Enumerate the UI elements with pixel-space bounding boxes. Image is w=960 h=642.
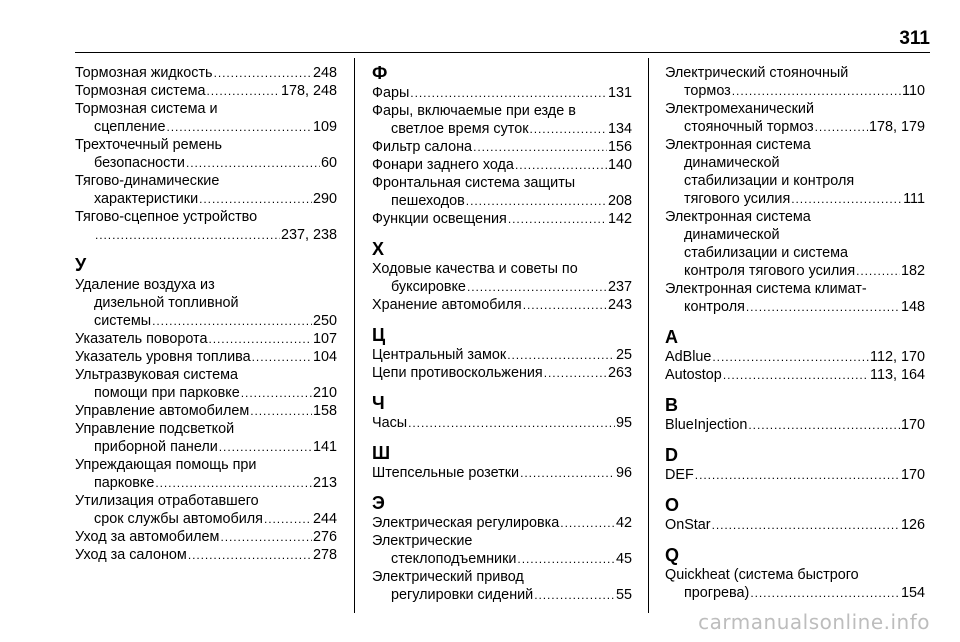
index-section-letter: Ч	[372, 393, 385, 413]
dot-leader	[856, 262, 900, 280]
page-reference[interactable]: 25	[615, 347, 632, 363]
page-reference[interactable]: 178, 179	[868, 119, 925, 135]
index-entry-text: Электронная система	[665, 137, 811, 153]
index-entry-text: Ходовые качества и советы по	[372, 261, 578, 277]
index-entry	[665, 64, 925, 100]
index-entry	[75, 492, 337, 528]
index-entry-text: Ультразвуковая система	[75, 367, 239, 383]
dot-leader	[241, 384, 312, 402]
index-entry-text: AdBlue	[665, 349, 712, 365]
page-reference[interactable]: 154	[900, 585, 925, 601]
index-entry-text: помощи при парковке	[94, 385, 240, 401]
index-entry	[372, 346, 632, 364]
index-entry-text: безопасности	[94, 155, 185, 171]
index-entry-text: Фильтр салона	[372, 139, 473, 155]
page-reference[interactable]: 140	[607, 157, 632, 173]
page-reference[interactable]: 208	[607, 193, 632, 209]
index-entry	[372, 174, 632, 210]
dot-leader	[186, 154, 320, 172]
page-reference[interactable]: 244	[312, 511, 337, 527]
index-entry-text: приборной панели	[94, 439, 218, 455]
index-entry-text: Тягово-динамические	[75, 173, 220, 189]
page-reference[interactable]: 213	[312, 475, 337, 491]
index-section-letter: Э	[372, 493, 385, 513]
index-entry	[665, 208, 925, 280]
index-entry-text: Уход за салоном	[75, 547, 187, 563]
index-entry-text: системы	[94, 313, 152, 329]
index-entry	[372, 84, 632, 102]
dot-leader	[732, 82, 901, 100]
index-entry-text: регулировки сидений	[391, 587, 534, 603]
index-entry-text: буксировке	[391, 279, 466, 295]
index-entry	[372, 260, 632, 296]
page-reference[interactable]: 170	[900, 417, 925, 433]
index-entry-text: Тормозная жидкость	[75, 65, 213, 81]
index-entry-text: стеклоподъемники	[391, 551, 517, 567]
index-section-letter: Ш	[372, 443, 391, 463]
index-entry	[372, 532, 632, 568]
dot-leader	[408, 414, 615, 432]
index-entry-text: прогрева)	[684, 585, 750, 601]
page-reference[interactable]: 110	[902, 83, 925, 99]
index-entry-text: сцепление	[94, 119, 166, 135]
index-entry-text: срок службы автомобиля	[94, 511, 263, 527]
dot-leader	[515, 156, 607, 174]
dot-leader	[517, 550, 615, 568]
dot-leader	[214, 64, 312, 82]
index-entry-text: стояночный тормоз	[684, 119, 814, 135]
watermark: carmanualsonline.info	[698, 610, 930, 634]
index-entry-text: Электронная система климат-	[665, 281, 867, 297]
index-entry	[372, 464, 632, 482]
index-section-letter: B	[665, 395, 678, 415]
dot-leader	[534, 586, 615, 604]
index-entry-text: Указатель поворота	[75, 331, 208, 347]
index-entry	[75, 82, 337, 100]
index-entry-text: стабилизации и система	[684, 245, 849, 261]
index-section-letter: O	[665, 495, 680, 515]
index-section-letter: Х	[372, 239, 385, 259]
page-reference[interactable]: 237	[607, 279, 632, 295]
dot-leader	[250, 402, 312, 420]
dot-leader	[252, 348, 312, 366]
index-entry-text: Электромеханический	[665, 101, 814, 117]
dot-leader	[530, 120, 607, 138]
dot-leader	[219, 438, 312, 456]
column-divider	[648, 58, 649, 613]
page-reference[interactable]: 141	[312, 439, 337, 455]
index-entry	[75, 528, 337, 546]
page-reference[interactable]: 60	[320, 155, 337, 171]
index-entry-text: Электрический привод	[372, 569, 524, 585]
page-reference[interactable]: 243	[607, 297, 632, 313]
page-reference[interactable]: 45	[615, 551, 632, 567]
dot-leader	[264, 510, 312, 528]
index-entry	[665, 566, 925, 602]
index-entry	[665, 280, 925, 316]
index-entry	[75, 420, 337, 456]
page-reference[interactable]: 178, 248	[280, 83, 337, 99]
dot-leader	[508, 210, 607, 228]
index-entry-text: Утилизация отработавшего	[75, 493, 259, 509]
index-section-letter: Ф	[372, 63, 388, 83]
page-reference[interactable]: 55	[615, 587, 632, 603]
index-entry	[372, 156, 632, 174]
page-reference[interactable]: 290	[312, 191, 337, 207]
index-entry-text: Центральный замок	[372, 347, 507, 363]
index-entry-text: OnStar	[665, 517, 711, 533]
dot-leader	[466, 192, 607, 210]
dot-leader	[723, 366, 869, 384]
page-reference[interactable]: 113, 164	[870, 367, 925, 383]
index-entry-text: дизельной топливной	[94, 295, 239, 311]
dot-leader	[544, 364, 607, 382]
page-reference[interactable]: 156	[607, 139, 632, 155]
index-entry	[75, 456, 337, 492]
index-entry-text: Электронная система	[665, 209, 811, 225]
index-entry-text: Трехточечный ремень	[75, 137, 223, 153]
dot-leader	[746, 298, 900, 316]
index-entry	[75, 136, 337, 172]
index-entry-text: Указатель уровня топлива	[75, 349, 251, 365]
index-entry-text: Удаление воздуха из	[75, 277, 215, 293]
index-entry-text: стабилизации и контроля	[684, 173, 855, 189]
page-reference[interactable]: 248	[312, 65, 337, 81]
dot-leader	[750, 584, 900, 602]
page-reference[interactable]: 104	[312, 349, 337, 365]
page-reference[interactable]: 109	[312, 119, 337, 135]
index-entry-text: Управление подсветкой	[75, 421, 235, 437]
index-entry-text: тягового усилия	[684, 191, 791, 207]
index-section-letter: Ц	[372, 325, 386, 345]
dot-leader	[155, 474, 312, 492]
index-entry-text: Упреждающая помощь при	[75, 457, 257, 473]
index-entry-text: Тягово-сцепное устройство	[75, 209, 258, 225]
page-reference[interactable]: 107	[312, 331, 337, 347]
page-reference[interactable]: 111	[903, 191, 925, 207]
page-reference[interactable]: 95	[615, 415, 632, 431]
index-column-1	[75, 64, 337, 564]
index-entry	[665, 516, 925, 534]
index-entry-text: Цепи противоскольжения	[372, 365, 543, 381]
dot-leader	[712, 348, 869, 366]
index-entry	[75, 100, 337, 136]
index-entry-text: Тормозная система и	[75, 101, 218, 117]
index-entry	[665, 348, 925, 366]
page-reference[interactable]: 263	[607, 365, 632, 381]
index-entry-text: Управление автомобилем	[75, 403, 250, 419]
index-column-2	[372, 64, 632, 604]
index-entry-text: Штепсельные розетки	[372, 465, 520, 481]
header-rule	[75, 52, 930, 53]
index-entry-text: Autostop	[665, 367, 722, 383]
index-entry	[665, 416, 925, 434]
index-entry-text: динамической	[684, 227, 780, 243]
column-divider	[354, 58, 355, 613]
dot-leader	[220, 528, 312, 546]
index-entry-text: Часы	[372, 415, 408, 431]
index-entry-text: тормоз	[684, 83, 731, 99]
dot-leader	[152, 312, 312, 330]
page-reference[interactable]: 210	[312, 385, 337, 401]
index-entry-text: DEF	[665, 467, 694, 483]
index-entry	[372, 296, 632, 314]
index-entry	[372, 568, 632, 604]
index-entry-text: Фары	[372, 85, 410, 101]
dot-leader	[748, 416, 900, 434]
index-entry-text: Quickheat (система быстрого	[665, 567, 859, 583]
index-entry	[665, 136, 925, 208]
index-entry	[75, 64, 337, 82]
index-entry	[372, 514, 632, 532]
dot-leader	[207, 82, 280, 100]
page-reference[interactable]: 42	[615, 515, 632, 531]
dot-leader	[560, 514, 615, 532]
index-entry	[75, 348, 337, 366]
index-entry	[372, 364, 632, 382]
index-entry	[665, 100, 925, 136]
index-entry-text: Электрические	[372, 533, 473, 549]
index-entry	[75, 402, 337, 420]
index-entry	[665, 366, 925, 384]
index-entry-text: Фронтальная система защиты	[372, 175, 576, 191]
dot-leader	[520, 464, 615, 482]
index-entry	[372, 414, 632, 432]
dot-leader	[199, 190, 312, 208]
index-entry-text: BlueInjection	[665, 417, 748, 433]
index-entry-text: контроля тягового усилия	[684, 263, 856, 279]
index-entry-text: Хранение автомобиля	[372, 297, 522, 313]
dot-leader	[695, 466, 900, 484]
dot-leader	[410, 84, 607, 102]
index-entry-text: светлое время суток	[391, 121, 529, 137]
index-entry-text: Фонари заднего хода	[372, 157, 514, 173]
dot-leader	[791, 190, 902, 208]
dot-leader	[166, 118, 312, 136]
dot-leader	[95, 226, 280, 244]
dot-leader	[188, 546, 312, 564]
index-entry	[372, 138, 632, 156]
page-reference[interactable]: 278	[312, 547, 337, 563]
page-reference[interactable]: 237, 238	[280, 227, 337, 243]
index-entry	[75, 172, 337, 208]
index-entry	[75, 276, 337, 330]
index-entry-text: Электрическая регулировка	[372, 515, 560, 531]
page-reference[interactable]: 158	[312, 403, 337, 419]
page-reference[interactable]: 134	[607, 121, 632, 137]
dot-leader	[209, 330, 312, 348]
index-entry-text: динамической	[684, 155, 780, 171]
index-section-letter: Q	[665, 545, 680, 565]
page-reference[interactable]: 250	[312, 313, 337, 329]
index-entry-text: Электрический стояночный	[665, 65, 849, 81]
dot-leader	[473, 138, 607, 156]
index-section-letter: A	[665, 327, 678, 347]
index-entry-text: пешеходов	[391, 193, 465, 209]
index-entry	[75, 546, 337, 564]
index-entry	[75, 366, 337, 402]
page-number: 311	[899, 28, 930, 49]
page-reference[interactable]: 126	[900, 517, 925, 533]
page-reference[interactable]: 276	[312, 529, 337, 545]
index-entry-text: Тормозная система	[75, 83, 206, 99]
index-entry-text: парковке	[94, 475, 155, 491]
index-entry	[665, 466, 925, 484]
page-reference[interactable]: 96	[615, 465, 632, 481]
index-entry-text: Фары, включаемые при езде в	[372, 103, 576, 119]
index-entry	[372, 210, 632, 228]
index-entry	[75, 208, 337, 244]
dot-leader	[712, 516, 900, 534]
dot-leader	[815, 118, 868, 136]
dot-leader	[523, 296, 607, 314]
index-entry-text: контроля	[684, 299, 745, 315]
page-reference[interactable]: 182	[900, 263, 925, 279]
index-entry-text: характеристики	[94, 191, 199, 207]
index-entry-text: Уход за автомобилем	[75, 529, 220, 545]
dot-leader	[467, 278, 607, 296]
page-reference[interactable]: 142	[607, 211, 632, 227]
dot-leader	[507, 346, 615, 364]
index-entry	[75, 330, 337, 348]
page-reference[interactable]: 170	[900, 467, 925, 483]
index-entry	[372, 102, 632, 138]
index-section-letter: У	[75, 255, 87, 275]
index-entry-text: Функции освещения	[372, 211, 507, 227]
page-reference[interactable]: 131	[607, 85, 632, 101]
index-column-3	[665, 64, 925, 602]
index-section-letter: D	[665, 445, 678, 465]
page-reference[interactable]: 112, 170	[870, 349, 925, 365]
page-reference[interactable]: 148	[900, 299, 925, 315]
